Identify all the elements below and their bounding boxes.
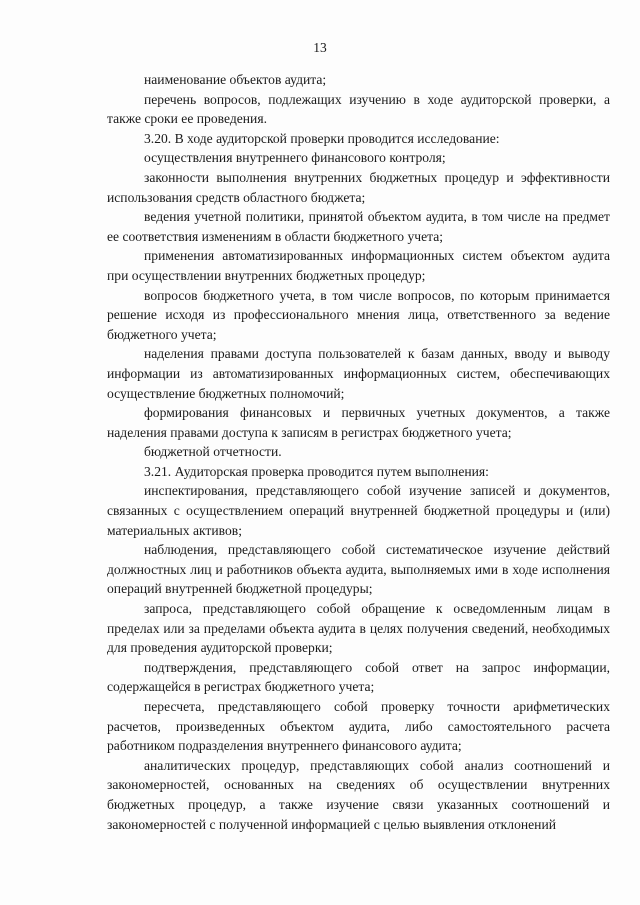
document-body [107,70,610,834]
page-number: 13 [313,40,327,55]
paragraph: инспектирования, представляющего собой изучение записей и документов, связанных с осуществлением операций внутренней бюджетной процедуры и (или) материальных активов; [107,483,610,538]
section-heading-3-21: 3.21. Аудиторская проверка проводится путем выполнения: [144,463,489,479]
paragraph: осуществления внутреннего финансового контроля; [144,150,446,166]
paragraph: вопросов бюджетного учета, в том числе вопросов, по которым принимается решение исходя из профессионального мнения лица, ответственного за ведение бюджетного учета; [107,287,610,342]
section-heading-3-20: 3.20. В ходе аудиторской проверки проводится исследование: [144,130,500,146]
paragraph: запроса, представляющего собой обращение к осведомленным лицам в пределах или за пределами объекта аудита в целях получения сведений, необходимых для проведения аудиторской проверки; [107,601,610,656]
paragraph: наименование объектов аудита; [144,72,327,87]
paragraph: наблюдения, представляющего собой систематическое изучение действий должностных лиц и работников объекта аудита, выполняемых ими в ходе исполнения операций внутренней бюджетной процедуры; [107,542,610,597]
paragraph: наделения правами доступа пользователей к базам данных, вводу и выводу информации из автоматизированных информационных систем, обеспечивающих осуществление бюджетных полномочий; [107,346,610,401]
paragraph: ведения учетной политики, принятой объектом аудита, в том числе на предмет ее соответствия изменениям в области бюджетного учета; [107,209,610,244]
paragraph: подтверждения, представляющего собой ответ на запрос информации, содержащейся в регистрах бюджетного учета; [107,659,610,695]
paragraph: бюджетной отчетности. [144,444,282,460]
paragraph: пересчета, представляющего собой проверку точности арифметических расчетов, произведенных объектом аудита, либо самостоятельного расчета работником подразделения внутреннего финансового аудита; [107,699,610,754]
paragraph: формирования финансовых и первичных учетных документов, а также наделения правами доступа к записям в регистрах бюджетного учета; [107,405,610,440]
paragraph: применения автоматизированных информационных систем объектом аудита при осуществлении внутренних бюджетных процедур; [107,248,610,283]
paragraph: аналитических процедур, представляющих собой анализ соотношений и закономерностей, основанных на сведениях об осуществлении внутренних бюджетных процедур, а также изучение связи указанных соотношений и закономерностей с полученной информацией с целью выявления отклонений [107,757,610,832]
paragraph: законности выполнения внутренних бюджетных процедур и эффективности использования средств областного бюджета; [107,169,610,205]
paragraph: перечень вопросов, подлежащих изучению в ходе аудиторской проверки, а также сроки ее проведения. [107,91,610,127]
